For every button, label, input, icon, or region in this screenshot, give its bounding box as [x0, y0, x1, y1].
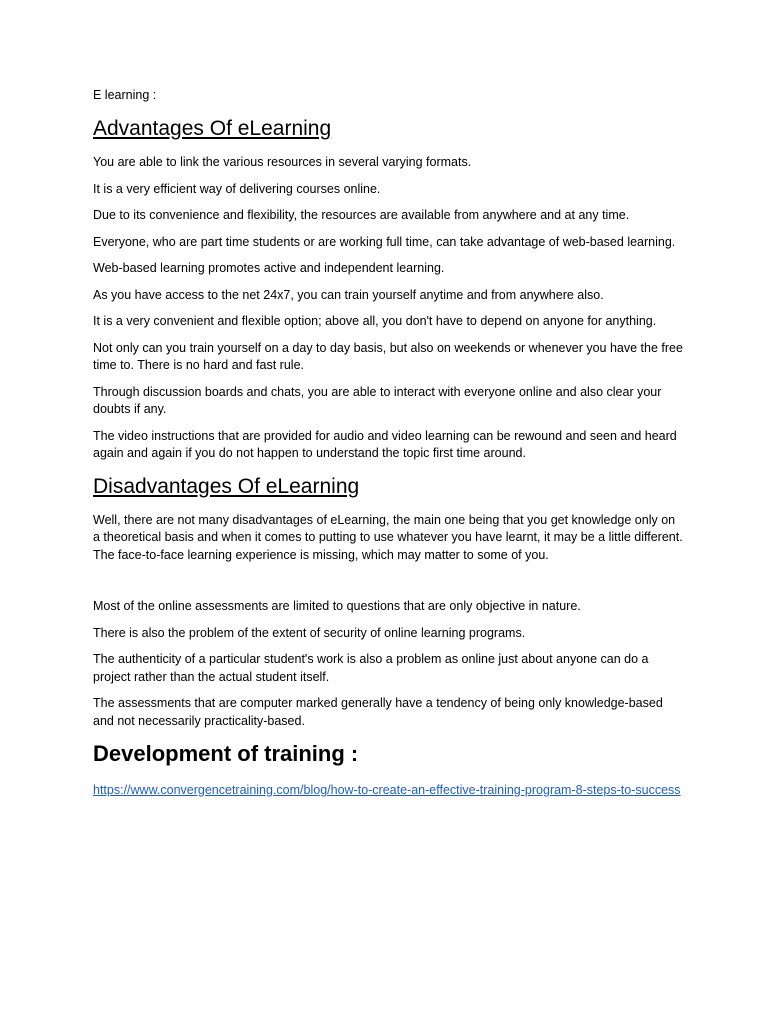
disadvantages-intro: Well, there are not many disadvantages of eLearning, the main one being that you get knowledge only on a theoretical basis and when it comes to putting to use whatever you have learnt, it may be a little different. The face-to-face learning experience is missing, which may matter to some of you. — [93, 512, 683, 562]
disadvantage-item: The assessments that are computer marked generally have a tendency of being only knowledge-based and not necessarily practicality-based. — [93, 696, 663, 728]
advantage-item: Not only can you train yourself on a day to day basis, but also on weekends or whenever you have the free time to. There is no hard and fast rule. — [93, 340, 683, 372]
advantage-item: Everyone, who are part time students or are working full time, can take advantage of web-based learning. — [93, 234, 676, 249]
disadvantage-item: The authenticity of a particular student's work is also a problem as online just about anyone can do a project rather than the actual student itself. — [93, 652, 649, 684]
disadvantages-heading: Disadvantages Of eLearning — [93, 474, 360, 498]
development-link[interactable]: https://www.convergencetraining.com/blog/how-to-create-an-effective-training-program-8-steps-to-success — [93, 783, 681, 797]
advantage-item: The video instructions that are provided for audio and video learning can be rewound and seen and heard again and again if you do not happen to understand the topic first time around. — [93, 428, 677, 460]
development-heading: Development of training : — [93, 741, 359, 766]
advantages-list — [93, 154, 683, 463]
disadvantages-list — [93, 598, 683, 730]
advantage-item: Web-based learning promotes active and independent learning. — [93, 261, 445, 275]
document-page — [93, 86, 683, 800]
advantage-item: You are able to link the various resources in several varying formats. — [93, 155, 472, 169]
intro-label: E learning : — [93, 88, 157, 102]
advantages-heading: Advantages Of eLearning — [93, 117, 332, 140]
advantage-item: As you have access to the net 24x7, you can train yourself anytime and from anywhere also. — [93, 287, 604, 302]
disadvantage-item: Most of the online assessments are limited to questions that are only objective in nature. — [93, 599, 581, 613]
advantage-item: Due to its convenience and flexibility, the resources are available from anywhere and at any time. — [93, 208, 630, 222]
advantage-item: Through discussion boards and chats, you are able to interact with everyone online and also clear your doubts if any. — [93, 384, 662, 416]
advantage-item: It is a very convenient and flexible option; above all, you don't have to depend on anyone for anything. — [93, 314, 657, 328]
disadvantage-item: There is also the problem of the extent of security of online learning programs. — [93, 625, 526, 640]
advantage-item: It is a very efficient way of delivering courses online. — [93, 181, 381, 196]
